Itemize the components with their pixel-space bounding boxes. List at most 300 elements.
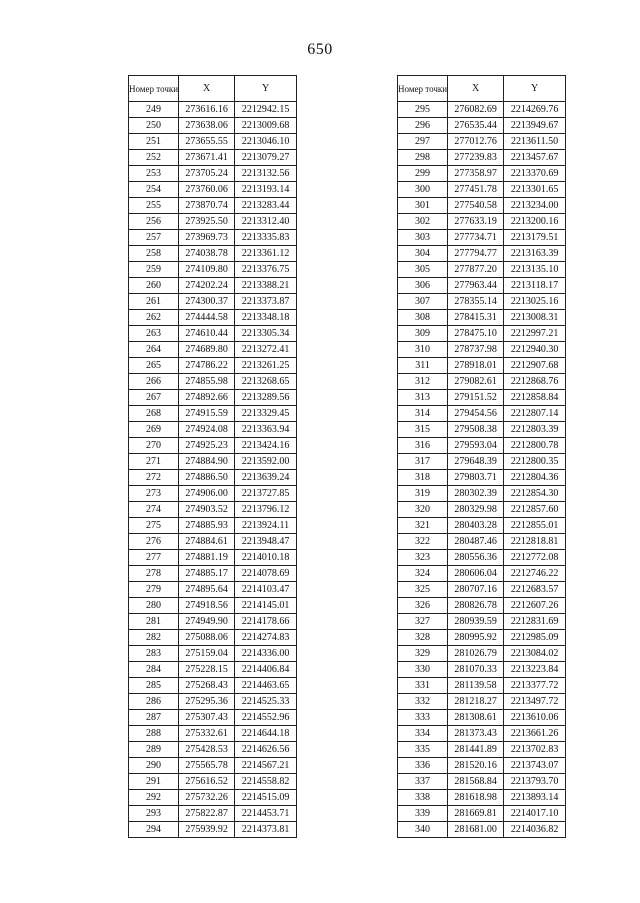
- x-coordinate-cell: 281308.61: [448, 710, 504, 726]
- point-number-cell: 286: [129, 694, 179, 710]
- y-coordinate-cell: 2213796.12: [235, 502, 297, 518]
- y-coordinate-cell: 2213610.06: [504, 710, 566, 726]
- x-coordinate-cell: 279593.04: [448, 438, 504, 454]
- y-coordinate-cell: 2212940.30: [504, 342, 566, 358]
- y-coordinate-cell: 2214036.82: [504, 822, 566, 838]
- header-point-number: Номер точки: [129, 76, 179, 102]
- y-coordinate-cell: 2212997.21: [504, 326, 566, 342]
- x-coordinate-cell: 277734.71: [448, 230, 504, 246]
- point-number-cell: 262: [129, 310, 179, 326]
- y-coordinate-cell: 2212804.36: [504, 470, 566, 486]
- y-coordinate-cell: 2212807.14: [504, 406, 566, 422]
- y-coordinate-cell: 2212800.78: [504, 438, 566, 454]
- table-row: [129, 246, 297, 262]
- point-number-cell: 334: [398, 726, 448, 742]
- point-number-cell: 254: [129, 182, 179, 198]
- x-coordinate-cell: 274918.56: [179, 598, 235, 614]
- coordinates-table-right: [397, 75, 566, 838]
- point-number-cell: 330: [398, 662, 448, 678]
- y-coordinate-cell: 2213200.16: [504, 214, 566, 230]
- x-coordinate-cell: 277012.76: [448, 134, 504, 150]
- point-number-cell: 300: [398, 182, 448, 198]
- point-number-cell: 299: [398, 166, 448, 182]
- y-coordinate-cell: 2214552.96: [235, 710, 297, 726]
- y-coordinate-cell: 2214515.09: [235, 790, 297, 806]
- x-coordinate-cell: 273671.41: [179, 150, 235, 166]
- point-number-cell: 257: [129, 230, 179, 246]
- point-number-cell: 332: [398, 694, 448, 710]
- point-number-cell: 281: [129, 614, 179, 630]
- y-coordinate-cell: 2214373.81: [235, 822, 297, 838]
- x-coordinate-cell: 275732.26: [179, 790, 235, 806]
- table-row: [398, 326, 566, 342]
- x-coordinate-cell: 274884.90: [179, 454, 235, 470]
- x-coordinate-cell: 279151.52: [448, 390, 504, 406]
- point-number-cell: 260: [129, 278, 179, 294]
- x-coordinate-cell: 277633.19: [448, 214, 504, 230]
- point-number-cell: 283: [129, 646, 179, 662]
- table-row: [398, 358, 566, 374]
- table-row: [129, 166, 297, 182]
- y-coordinate-cell: 2213376.75: [235, 262, 297, 278]
- table-row: [129, 694, 297, 710]
- point-number-cell: 320: [398, 502, 448, 518]
- table-row: [398, 774, 566, 790]
- table-row: [129, 566, 297, 582]
- y-coordinate-cell: 2213312.40: [235, 214, 297, 230]
- table-row: [398, 150, 566, 166]
- x-coordinate-cell: 279803.71: [448, 470, 504, 486]
- table-row: [398, 822, 566, 838]
- x-coordinate-cell: 280329.98: [448, 502, 504, 518]
- table-row: [398, 534, 566, 550]
- x-coordinate-cell: 278355.14: [448, 294, 504, 310]
- point-number-cell: 263: [129, 326, 179, 342]
- point-number-cell: 314: [398, 406, 448, 422]
- table-row: [129, 374, 297, 390]
- y-coordinate-cell: 2213948.47: [235, 534, 297, 550]
- point-number-cell: 278: [129, 566, 179, 582]
- x-coordinate-cell: 281669.81: [448, 806, 504, 822]
- table-row: [129, 310, 297, 326]
- table-row: [398, 518, 566, 534]
- x-coordinate-cell: 281026.79: [448, 646, 504, 662]
- header-y: Y: [504, 76, 566, 102]
- table-row: [398, 566, 566, 582]
- table-row: [129, 774, 297, 790]
- x-coordinate-cell: 273705.24: [179, 166, 235, 182]
- x-coordinate-cell: 274300.37: [179, 294, 235, 310]
- x-coordinate-cell: 274886.50: [179, 470, 235, 486]
- table-row: [129, 598, 297, 614]
- table-row: [129, 502, 297, 518]
- table-row: [398, 134, 566, 150]
- table-row: [129, 134, 297, 150]
- table-row: [398, 694, 566, 710]
- point-number-cell: 296: [398, 118, 448, 134]
- x-coordinate-cell: 274109.80: [179, 262, 235, 278]
- table-row: [129, 614, 297, 630]
- x-coordinate-cell: 280556.36: [448, 550, 504, 566]
- point-number-cell: 253: [129, 166, 179, 182]
- x-coordinate-cell: 274895.64: [179, 582, 235, 598]
- x-coordinate-cell: 281139.58: [448, 678, 504, 694]
- y-coordinate-cell: 2214626.56: [235, 742, 297, 758]
- point-number-cell: 331: [398, 678, 448, 694]
- point-number-cell: 291: [129, 774, 179, 790]
- y-coordinate-cell: 2213743.07: [504, 758, 566, 774]
- x-coordinate-cell: 281618.98: [448, 790, 504, 806]
- y-coordinate-cell: 2213348.18: [235, 310, 297, 326]
- y-coordinate-cell: 2214525.33: [235, 694, 297, 710]
- y-coordinate-cell: 2213335.83: [235, 230, 297, 246]
- x-coordinate-cell: 273655.55: [179, 134, 235, 150]
- table-row: [398, 582, 566, 598]
- point-number-cell: 326: [398, 598, 448, 614]
- table-row: [129, 390, 297, 406]
- x-coordinate-cell: 280995.92: [448, 630, 504, 646]
- x-coordinate-cell: 274786.22: [179, 358, 235, 374]
- y-coordinate-cell: 2213497.72: [504, 694, 566, 710]
- table-body-right: [398, 102, 566, 838]
- x-coordinate-cell: 274689.80: [179, 342, 235, 358]
- table-row: [129, 326, 297, 342]
- y-coordinate-cell: 2212818.81: [504, 534, 566, 550]
- point-number-cell: 285: [129, 678, 179, 694]
- point-number-cell: 315: [398, 422, 448, 438]
- y-coordinate-cell: 2213268.65: [235, 374, 297, 390]
- y-coordinate-cell: 2213025.16: [504, 294, 566, 310]
- x-coordinate-cell: 275268.43: [179, 678, 235, 694]
- table-row: [129, 198, 297, 214]
- x-coordinate-cell: 274903.52: [179, 502, 235, 518]
- point-number-cell: 277: [129, 550, 179, 566]
- point-number-cell: 289: [129, 742, 179, 758]
- y-coordinate-cell: 2213377.72: [504, 678, 566, 694]
- x-coordinate-cell: 280826.78: [448, 598, 504, 614]
- point-number-cell: 288: [129, 726, 179, 742]
- point-number-cell: 271: [129, 454, 179, 470]
- table-row: [129, 294, 297, 310]
- x-coordinate-cell: 279082.61: [448, 374, 504, 390]
- y-coordinate-cell: 2212907.68: [504, 358, 566, 374]
- table-row: [129, 582, 297, 598]
- header-point-number: Номер точки: [398, 76, 448, 102]
- table-row: [398, 294, 566, 310]
- y-coordinate-cell: 2213084.02: [504, 646, 566, 662]
- y-coordinate-cell: 2213949.67: [504, 118, 566, 134]
- table-row: [398, 118, 566, 134]
- page-number: 650: [307, 41, 333, 58]
- x-coordinate-cell: 281441.89: [448, 742, 504, 758]
- x-coordinate-cell: 280487.46: [448, 534, 504, 550]
- table-row: [129, 790, 297, 806]
- x-coordinate-cell: 275228.15: [179, 662, 235, 678]
- point-number-cell: 316: [398, 438, 448, 454]
- x-coordinate-cell: 275307.43: [179, 710, 235, 726]
- x-coordinate-cell: 273638.06: [179, 118, 235, 134]
- x-coordinate-cell: 273760.06: [179, 182, 235, 198]
- point-number-cell: 328: [398, 630, 448, 646]
- table-row: [398, 486, 566, 502]
- table-row: [398, 758, 566, 774]
- table-row: [129, 230, 297, 246]
- table-row: [398, 630, 566, 646]
- x-coordinate-cell: 277358.97: [448, 166, 504, 182]
- table-row: [398, 614, 566, 630]
- y-coordinate-cell: 2213079.27: [235, 150, 297, 166]
- point-number-cell: 279: [129, 582, 179, 598]
- point-number-cell: 304: [398, 246, 448, 262]
- x-coordinate-cell: 275822.87: [179, 806, 235, 822]
- point-number-cell: 338: [398, 790, 448, 806]
- table-row: [398, 198, 566, 214]
- header-y: Y: [235, 76, 297, 102]
- y-coordinate-cell: 2213179.51: [504, 230, 566, 246]
- x-coordinate-cell: 277540.58: [448, 198, 504, 214]
- table-row: [129, 646, 297, 662]
- table-row: [129, 406, 297, 422]
- table-row: [398, 678, 566, 694]
- point-number-cell: 272: [129, 470, 179, 486]
- point-number-cell: 308: [398, 310, 448, 326]
- x-coordinate-cell: 281520.16: [448, 758, 504, 774]
- table-row: [129, 342, 297, 358]
- y-coordinate-cell: 2213363.94: [235, 422, 297, 438]
- table-row: [398, 454, 566, 470]
- table-row: [398, 182, 566, 198]
- point-number-cell: 249: [129, 102, 179, 118]
- table-row: [129, 486, 297, 502]
- x-coordinate-cell: 275565.78: [179, 758, 235, 774]
- table-row: [129, 262, 297, 278]
- table-row: [129, 214, 297, 230]
- y-coordinate-cell: 2213234.00: [504, 198, 566, 214]
- y-coordinate-cell: 2213727.85: [235, 486, 297, 502]
- point-number-cell: 287: [129, 710, 179, 726]
- table-row: [398, 806, 566, 822]
- point-number-cell: 340: [398, 822, 448, 838]
- x-coordinate-cell: 280939.59: [448, 614, 504, 630]
- y-coordinate-cell: 2212746.22: [504, 566, 566, 582]
- y-coordinate-cell: 2213301.65: [504, 182, 566, 198]
- y-coordinate-cell: 2214336.00: [235, 646, 297, 662]
- table-row: [129, 662, 297, 678]
- point-number-cell: 252: [129, 150, 179, 166]
- point-number-cell: 311: [398, 358, 448, 374]
- point-number-cell: 265: [129, 358, 179, 374]
- table-row: [398, 646, 566, 662]
- x-coordinate-cell: 274925.23: [179, 438, 235, 454]
- y-coordinate-cell: 2213046.10: [235, 134, 297, 150]
- point-number-cell: 261: [129, 294, 179, 310]
- table-row: [129, 758, 297, 774]
- table-row: [129, 358, 297, 374]
- table-row: [398, 502, 566, 518]
- x-coordinate-cell: 274924.08: [179, 422, 235, 438]
- y-coordinate-cell: 2214017.10: [504, 806, 566, 822]
- point-number-cell: 313: [398, 390, 448, 406]
- x-coordinate-cell: 274906.00: [179, 486, 235, 502]
- table-row: [129, 534, 297, 550]
- table-row: [398, 246, 566, 262]
- point-number-cell: 325: [398, 582, 448, 598]
- y-coordinate-cell: 2213388.21: [235, 278, 297, 294]
- y-coordinate-cell: 2213008.31: [504, 310, 566, 326]
- table-row: [398, 230, 566, 246]
- y-coordinate-cell: 2214274.83: [235, 630, 297, 646]
- y-coordinate-cell: 2213329.45: [235, 406, 297, 422]
- x-coordinate-cell: 275939.92: [179, 822, 235, 838]
- y-coordinate-cell: 2213702.83: [504, 742, 566, 758]
- y-coordinate-cell: 2213373.87: [235, 294, 297, 310]
- y-coordinate-cell: 2214567.21: [235, 758, 297, 774]
- table-header-row: [398, 76, 566, 102]
- y-coordinate-cell: 2212942.15: [235, 102, 297, 118]
- point-number-cell: 292: [129, 790, 179, 806]
- y-coordinate-cell: 2213272.41: [235, 342, 297, 358]
- point-number-cell: 267: [129, 390, 179, 406]
- point-number-cell: 270: [129, 438, 179, 454]
- y-coordinate-cell: 2214178.66: [235, 614, 297, 630]
- table-row: [129, 806, 297, 822]
- y-coordinate-cell: 2213261.25: [235, 358, 297, 374]
- table-row: [398, 726, 566, 742]
- x-coordinate-cell: 279454.56: [448, 406, 504, 422]
- point-number-cell: 295: [398, 102, 448, 118]
- header-x: X: [179, 76, 235, 102]
- y-coordinate-cell: 2213289.56: [235, 390, 297, 406]
- table-row: [398, 310, 566, 326]
- table-row: [398, 342, 566, 358]
- point-number-cell: 307: [398, 294, 448, 310]
- y-coordinate-cell: 2212857.60: [504, 502, 566, 518]
- table-row: [129, 742, 297, 758]
- point-number-cell: 251: [129, 134, 179, 150]
- x-coordinate-cell: 274885.17: [179, 566, 235, 582]
- table-row: [398, 550, 566, 566]
- x-coordinate-cell: 274855.98: [179, 374, 235, 390]
- x-coordinate-cell: 274038.78: [179, 246, 235, 262]
- y-coordinate-cell: 2213592.00: [235, 454, 297, 470]
- point-number-cell: 294: [129, 822, 179, 838]
- x-coordinate-cell: 275295.36: [179, 694, 235, 710]
- table-row: [398, 662, 566, 678]
- point-number-cell: 327: [398, 614, 448, 630]
- point-number-cell: 290: [129, 758, 179, 774]
- x-coordinate-cell: 275159.04: [179, 646, 235, 662]
- y-coordinate-cell: 2213009.68: [235, 118, 297, 134]
- x-coordinate-cell: 278475.10: [448, 326, 504, 342]
- y-coordinate-cell: 2212683.57: [504, 582, 566, 598]
- point-number-cell: 266: [129, 374, 179, 390]
- table-row: [129, 150, 297, 166]
- x-coordinate-cell: 281218.27: [448, 694, 504, 710]
- point-number-cell: 318: [398, 470, 448, 486]
- table-row: [398, 102, 566, 118]
- y-coordinate-cell: 2213924.11: [235, 518, 297, 534]
- y-coordinate-cell: 2213135.10: [504, 262, 566, 278]
- table-row: [398, 470, 566, 486]
- table-row: [129, 278, 297, 294]
- x-coordinate-cell: 275616.52: [179, 774, 235, 790]
- table-row: [129, 710, 297, 726]
- x-coordinate-cell: 274915.59: [179, 406, 235, 422]
- y-coordinate-cell: 2214558.82: [235, 774, 297, 790]
- table-row: [398, 166, 566, 182]
- point-number-cell: 274: [129, 502, 179, 518]
- point-number-cell: 284: [129, 662, 179, 678]
- y-coordinate-cell: 2213370.69: [504, 166, 566, 182]
- y-coordinate-cell: 2214078.69: [235, 566, 297, 582]
- x-coordinate-cell: 281568.84: [448, 774, 504, 790]
- point-number-cell: 280: [129, 598, 179, 614]
- table-header-row: [129, 76, 297, 102]
- x-coordinate-cell: 281373.43: [448, 726, 504, 742]
- x-coordinate-cell: 274892.66: [179, 390, 235, 406]
- point-number-cell: 268: [129, 406, 179, 422]
- point-number-cell: 306: [398, 278, 448, 294]
- point-number-cell: 305: [398, 262, 448, 278]
- y-coordinate-cell: 2213132.56: [235, 166, 297, 182]
- point-number-cell: 269: [129, 422, 179, 438]
- x-coordinate-cell: 280707.16: [448, 582, 504, 598]
- point-number-cell: 302: [398, 214, 448, 230]
- y-coordinate-cell: 2213424.16: [235, 438, 297, 454]
- x-coordinate-cell: 278918.01: [448, 358, 504, 374]
- x-coordinate-cell: 278737.98: [448, 342, 504, 358]
- table-row: [129, 422, 297, 438]
- x-coordinate-cell: 274202.24: [179, 278, 235, 294]
- point-number-cell: 250: [129, 118, 179, 134]
- x-coordinate-cell: 277877.20: [448, 262, 504, 278]
- point-number-cell: 258: [129, 246, 179, 262]
- y-coordinate-cell: 2214103.47: [235, 582, 297, 598]
- y-coordinate-cell: 2213118.17: [504, 278, 566, 294]
- y-coordinate-cell: 2214453.71: [235, 806, 297, 822]
- x-coordinate-cell: 274881.19: [179, 550, 235, 566]
- y-coordinate-cell: 2214406.84: [235, 662, 297, 678]
- x-coordinate-cell: 275428.53: [179, 742, 235, 758]
- table-row: [129, 822, 297, 838]
- point-number-cell: 282: [129, 630, 179, 646]
- point-number-cell: 329: [398, 646, 448, 662]
- point-number-cell: 275: [129, 518, 179, 534]
- table-row: [129, 182, 297, 198]
- y-coordinate-cell: 2214463.65: [235, 678, 297, 694]
- y-coordinate-cell: 2213163.39: [504, 246, 566, 262]
- x-coordinate-cell: 280302.39: [448, 486, 504, 502]
- x-coordinate-cell: 276535.44: [448, 118, 504, 134]
- table-row: [129, 470, 297, 486]
- y-coordinate-cell: 2212868.76: [504, 374, 566, 390]
- point-number-cell: 256: [129, 214, 179, 230]
- y-coordinate-cell: 2213361.12: [235, 246, 297, 262]
- point-number-cell: 321: [398, 518, 448, 534]
- table-row: [129, 118, 297, 134]
- table-row: [398, 438, 566, 454]
- y-coordinate-cell: 2213457.67: [504, 150, 566, 166]
- point-number-cell: 339: [398, 806, 448, 822]
- point-number-cell: 333: [398, 710, 448, 726]
- point-number-cell: 312: [398, 374, 448, 390]
- y-coordinate-cell: 2212772.08: [504, 550, 566, 566]
- table-row: [129, 726, 297, 742]
- point-number-cell: 336: [398, 758, 448, 774]
- point-number-cell: 301: [398, 198, 448, 214]
- table-row: [129, 438, 297, 454]
- y-coordinate-cell: 2213305.34: [235, 326, 297, 342]
